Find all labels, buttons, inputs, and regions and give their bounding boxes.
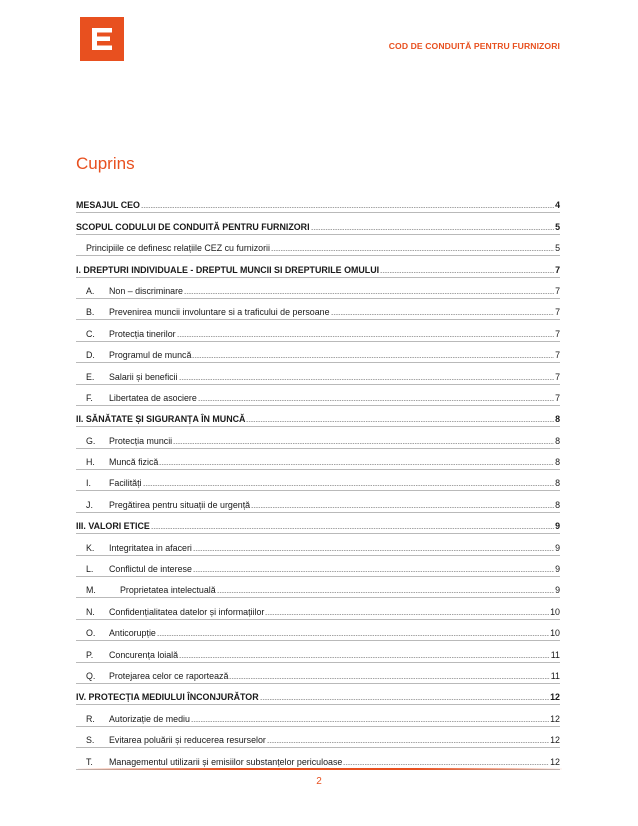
toc-entry-title: Evitarea poluării și reducerea resurselor	[109, 735, 266, 746]
toc-entry-page: 7	[555, 371, 560, 382]
toc-entry-letter: G.	[86, 435, 96, 446]
toc-entry-title: II. SĂNĂTATE ȘI SIGURANȚA ÎN MUNCĂ	[76, 414, 246, 425]
toc-entry[interactable]	[76, 727, 560, 748]
toc-entry-title: IV. PROTECȚIA MEDIULUI ÎNCONJURĂTOR	[76, 692, 259, 703]
footer-divider	[78, 768, 562, 770]
toc-entry[interactable]	[76, 342, 560, 363]
toc-entry-title: Confidențialitatea datelor și informațiilor	[109, 606, 265, 617]
toc-dot-leader	[265, 614, 549, 615]
table-of-contents	[76, 192, 560, 770]
toc-dot-leader	[184, 293, 554, 294]
toc-dot-leader	[246, 421, 554, 422]
toc-entry-title: Protecția muncii	[109, 435, 173, 446]
toc-entry-title: Concurența loială	[109, 649, 179, 660]
toc-dot-leader	[159, 464, 554, 465]
toc-entry-title: Protejarea celor ce raportează	[109, 670, 229, 681]
toc-entry-page: 10	[550, 606, 560, 617]
toc-entry[interactable]	[76, 577, 560, 598]
toc-entry-letter: O.	[86, 628, 96, 639]
toc-dot-leader	[192, 357, 554, 358]
toc-entry[interactable]	[76, 320, 560, 341]
toc-entry[interactable]	[76, 470, 560, 491]
toc-dot-leader	[271, 250, 554, 251]
toc-dot-leader	[179, 657, 550, 658]
toc-entry[interactable]	[76, 235, 560, 256]
toc-entry-title: Facilități	[109, 478, 142, 489]
toc-entry-page: 11	[550, 649, 560, 660]
cez-logo-icon	[80, 17, 124, 61]
toc-entry-page: 7	[555, 264, 560, 275]
toc-entry[interactable]	[76, 513, 560, 534]
toc-entry-letter: C.	[86, 328, 95, 339]
toc-entry-letter: I.	[86, 478, 91, 489]
toc-entry-title: Non – discriminare	[109, 285, 183, 296]
toc-entry-title: MESAJUL CEO	[76, 200, 140, 211]
toc-dot-leader	[251, 507, 554, 508]
toc-dot-leader	[177, 336, 554, 337]
toc-dot-leader	[217, 592, 554, 593]
toc-entry-title: I. DREPTURI INDIVIDUALE - DREPTUL MUNCII SI DREPTURILE OMULUI	[76, 264, 380, 275]
toc-dot-leader	[141, 207, 554, 208]
toc-entry-letter: K.	[86, 542, 95, 553]
toc-entry-page: 8	[555, 478, 560, 489]
toc-entry-title: Protecția tinerilor	[109, 328, 176, 339]
toc-entry-page: 12	[550, 756, 560, 767]
toc-entry-title: SCOPUL CODULUI DE CONDUITĂ PENTRU FURNIZORI	[76, 221, 310, 232]
toc-entry-letter: M.	[86, 585, 96, 596]
toc-title: Cuprins	[76, 154, 135, 173]
toc-dot-leader	[198, 400, 554, 401]
toc-entry-title: Principiile ce definesc relațiile CEZ cu furnizorii	[86, 243, 270, 254]
toc-entry[interactable]	[76, 427, 560, 448]
toc-dot-leader	[193, 571, 554, 572]
toc-dot-leader	[193, 550, 554, 551]
toc-entry-page: 7	[555, 328, 560, 339]
toc-dot-leader	[267, 742, 549, 743]
document-header-title: COD DE CONDUITĂ PENTRU FURNIZORI	[388, 41, 560, 51]
toc-entry-letter: T.	[86, 756, 93, 767]
toc-entry-letter: N.	[86, 606, 95, 617]
toc-entry-title: Autorizație de mediu	[109, 713, 190, 724]
toc-entry-letter: B.	[86, 307, 95, 318]
toc-entry-letter: L.	[86, 564, 94, 575]
toc-entry-letter: R.	[86, 713, 95, 724]
toc-dot-leader	[179, 379, 554, 380]
toc-entry-title: Prevenirea muncii involuntare si a traficului de persoane	[109, 307, 330, 318]
toc-entry-letter: E.	[86, 371, 95, 382]
toc-dot-leader	[191, 721, 549, 722]
toc-entry-letter: Q.	[86, 670, 96, 681]
toc-entry-title: III. VALORI ETICE	[76, 521, 150, 532]
toc-entry[interactable]	[76, 491, 560, 512]
toc-entry-letter: A.	[86, 285, 95, 296]
toc-entry-letter: P.	[86, 649, 94, 660]
toc-entry-letter: D.	[86, 350, 95, 361]
toc-dot-leader	[331, 314, 555, 315]
toc-dot-leader	[229, 678, 549, 679]
toc-entry-page: 8	[555, 414, 560, 425]
toc-entry[interactable]	[76, 256, 560, 277]
toc-entry[interactable]	[76, 385, 560, 406]
toc-entry-page: 9	[555, 542, 560, 553]
toc-entry-page: 5	[555, 243, 560, 254]
toc-entry[interactable]	[76, 192, 560, 213]
toc-entry[interactable]	[76, 598, 560, 619]
toc-entry[interactable]	[76, 556, 560, 577]
toc-entry-title: Programul de muncă	[109, 350, 192, 361]
toc-entry[interactable]	[76, 620, 560, 641]
toc-dot-leader	[157, 635, 549, 636]
toc-entry[interactable]	[76, 663, 560, 684]
page-number: 2	[316, 776, 322, 787]
toc-entry-letter: H.	[86, 457, 95, 468]
toc-entry-page: 9	[555, 564, 560, 575]
toc-entry-page: 12	[550, 692, 560, 703]
toc-dot-leader	[143, 485, 555, 486]
toc-entry-page: 10	[550, 628, 560, 639]
toc-entry[interactable]	[76, 299, 560, 320]
toc-entry-letter: F.	[86, 392, 93, 403]
toc-entry-title: Integritatea in afaceri	[109, 542, 192, 553]
toc-entry-page: 8	[555, 435, 560, 446]
toc-entry[interactable]	[76, 213, 560, 234]
toc-entry[interactable]	[76, 449, 560, 470]
toc-entry-title: Anticorupție	[109, 628, 156, 639]
toc-entry-title: Salarii și beneficii	[109, 371, 178, 382]
toc-entry-title: Conflictul de interese	[109, 564, 192, 575]
toc-entry-page: 7	[555, 307, 560, 318]
toc-entry-page: 7	[555, 285, 560, 296]
toc-entry[interactable]	[76, 363, 560, 384]
toc-dot-leader	[380, 272, 554, 273]
toc-entry-page: 11	[550, 670, 560, 681]
toc-entry-page: 9	[555, 521, 560, 532]
toc-entry[interactable]	[76, 684, 560, 705]
toc-entry-title: Pregătirea pentru situații de urgență	[109, 499, 251, 510]
toc-entry[interactable]	[76, 748, 560, 769]
toc-entry-page: 9	[555, 585, 560, 596]
toc-entry-page: 7	[555, 350, 560, 361]
toc-entry[interactable]	[76, 278, 560, 299]
toc-entry-page: 8	[555, 499, 560, 510]
toc-entry-page: 7	[555, 392, 560, 403]
toc-entry[interactable]	[76, 641, 560, 662]
toc-entry-page: 12	[550, 713, 560, 724]
toc-entry-letter: S.	[86, 735, 95, 746]
toc-dot-leader	[173, 443, 554, 444]
toc-entry-page: 12	[550, 735, 560, 746]
toc-dot-leader	[311, 229, 555, 230]
toc-dot-leader	[260, 699, 550, 700]
toc-entry-title: Managementul utilizarii și emisiilor substanțelor periculoase	[109, 756, 343, 767]
toc-entry-page: 4	[555, 200, 560, 211]
toc-entry-page: 5	[555, 221, 560, 232]
toc-dot-leader	[343, 764, 549, 765]
toc-entry-letter: J.	[86, 499, 93, 510]
toc-entry[interactable]	[76, 705, 560, 726]
toc-entry-page: 8	[555, 457, 560, 468]
toc-entry[interactable]	[76, 406, 560, 427]
toc-entry[interactable]	[76, 534, 560, 555]
toc-entry-title: Muncă fizică	[109, 457, 159, 468]
toc-entry-title: Proprietatea intelectuală	[120, 585, 216, 596]
toc-entry-title: Libertatea de asociere	[109, 392, 197, 403]
toc-dot-leader	[151, 528, 554, 529]
